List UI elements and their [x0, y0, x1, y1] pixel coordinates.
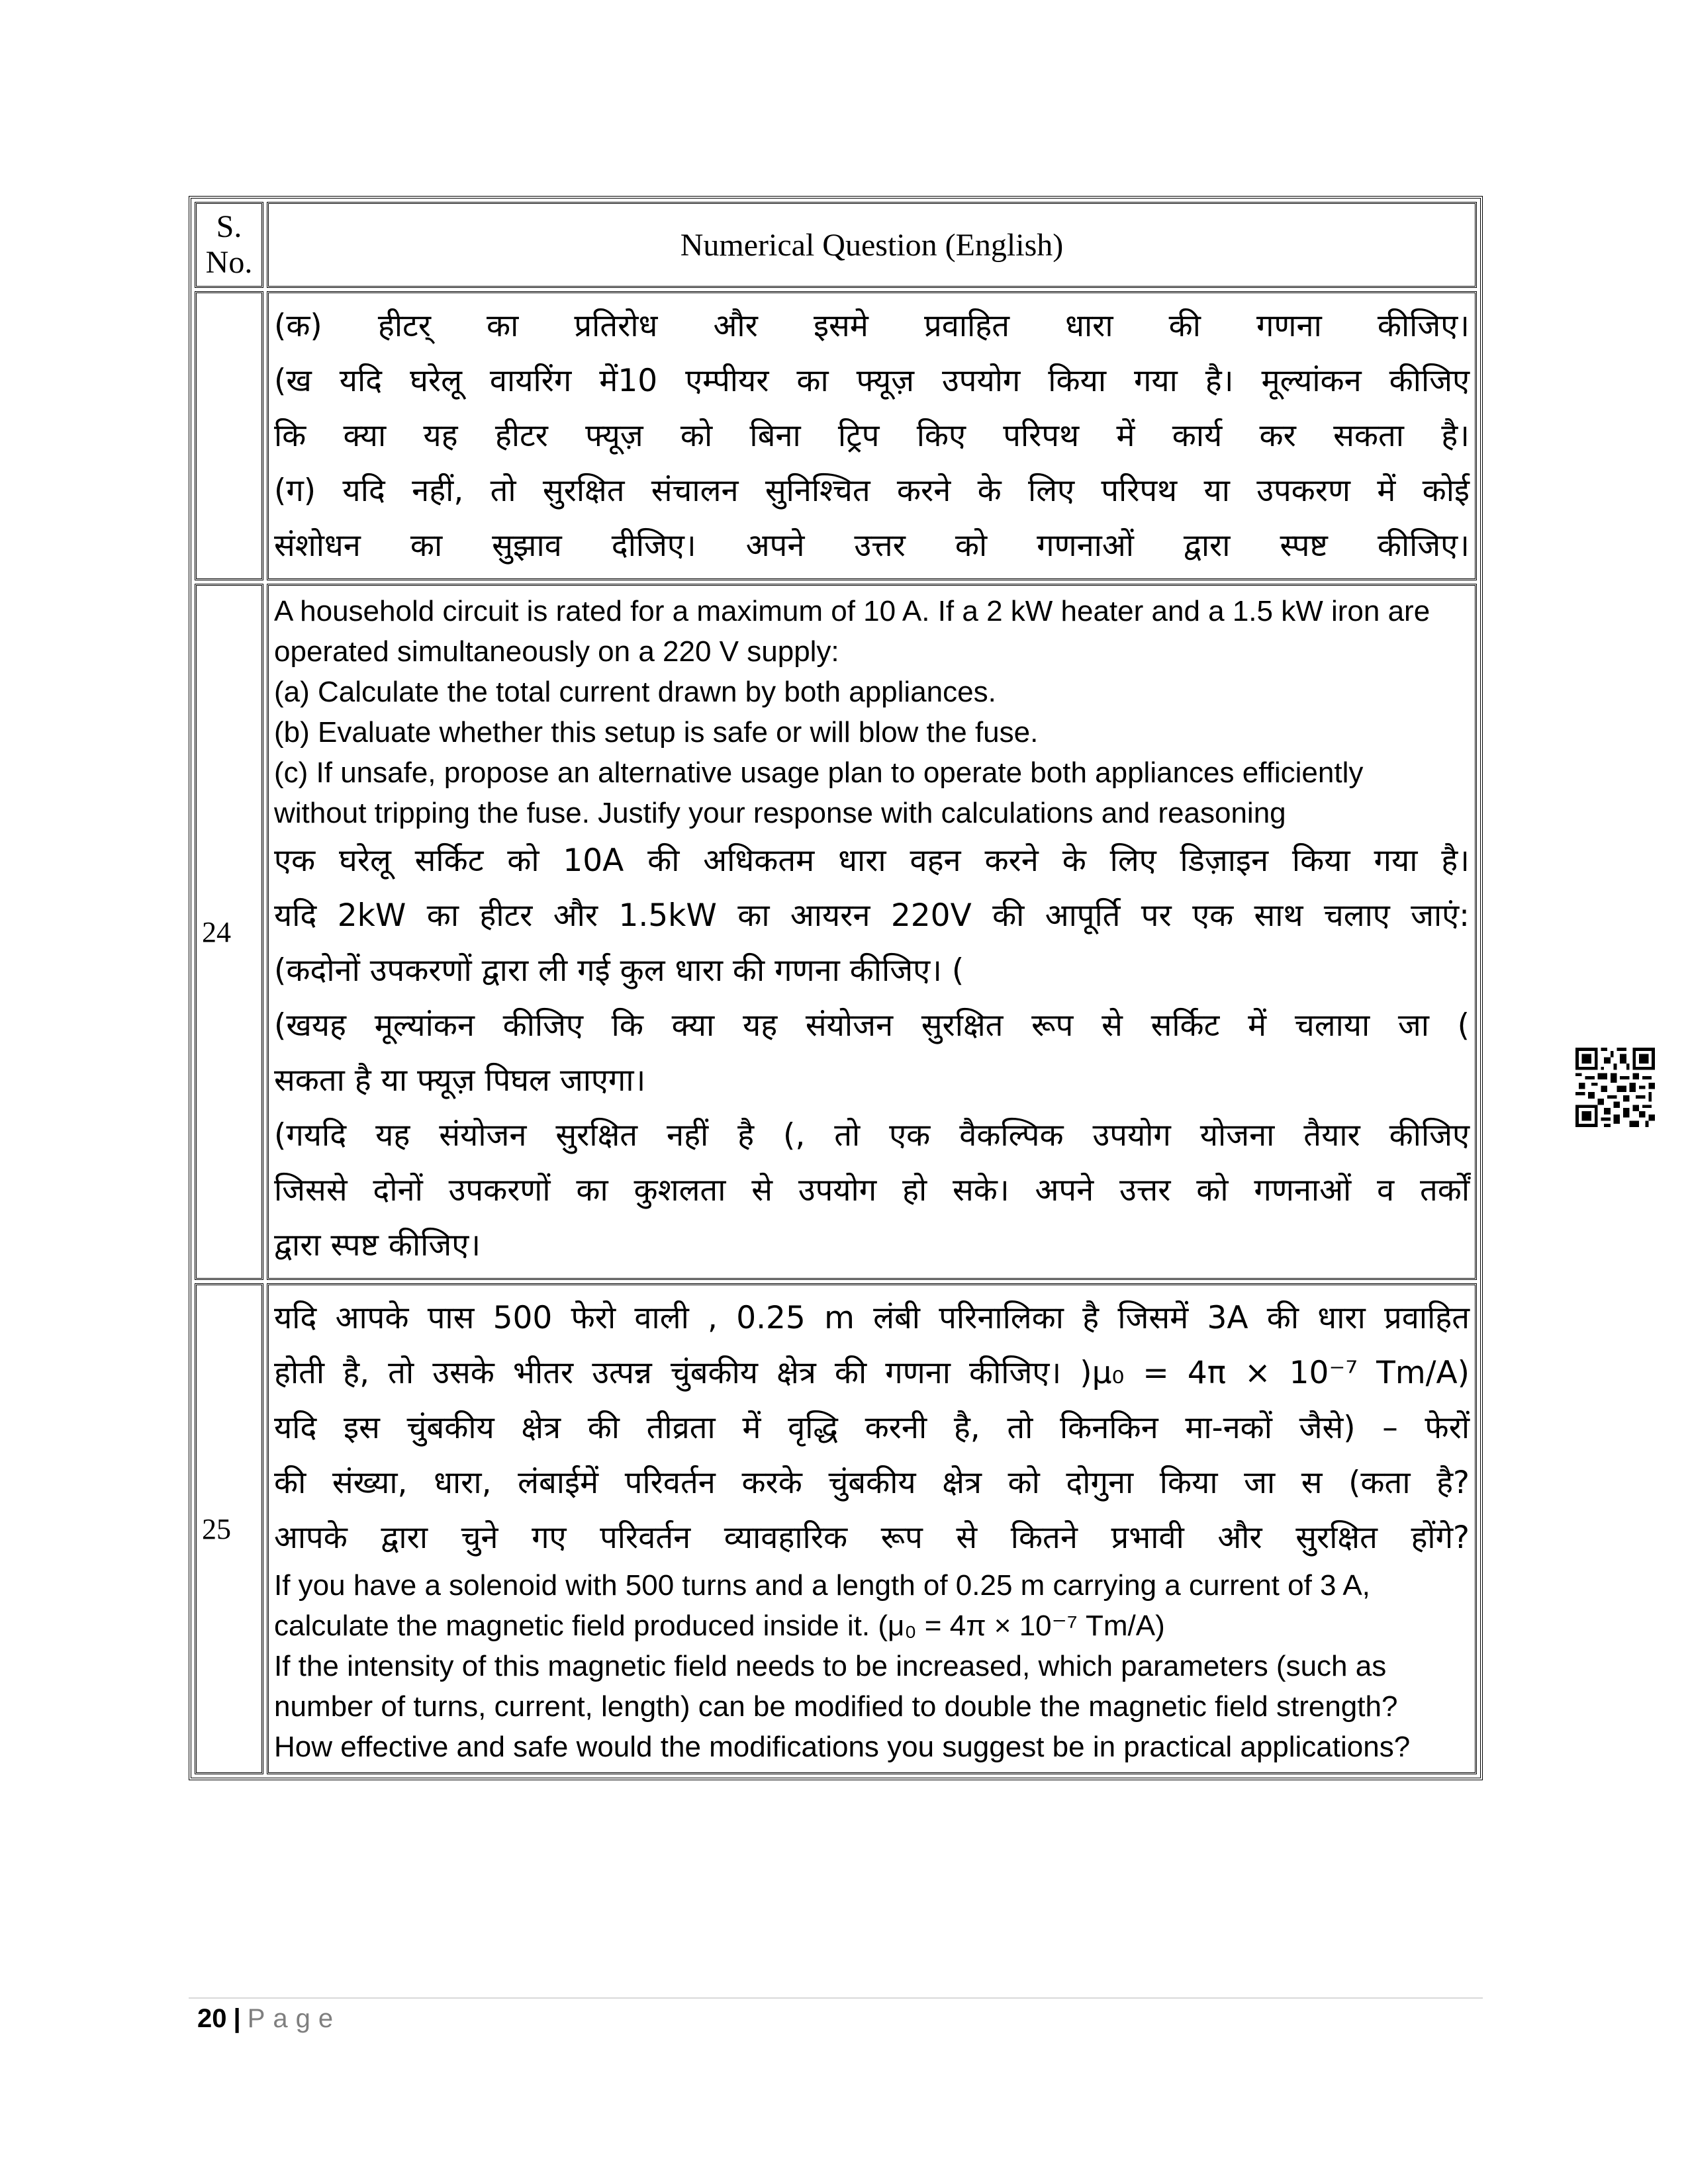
question-cell [267, 291, 1477, 580]
english-line: (b) Evaluate whether this setup is safe or will blow the fuse. [274, 716, 1039, 749]
hindi-line: एक घरेलू सर्किट को 10A की अधिकतम धारा वहन करने के लिए डिज़ाइन किया गया है। [274, 842, 1470, 879]
english-line: without tripping the fuse. Justify your response with calculations and reasoning [274, 797, 1286, 829]
qr-code-icon [1575, 1048, 1655, 1127]
header-sno: S. No. [195, 202, 263, 288]
row-sno [195, 291, 263, 580]
question-cell [267, 584, 1477, 1280]
page-number: 20 [197, 2004, 227, 2033]
hindi-line: सकता है या फ्यूज़ पिघल जाएगा। [274, 1062, 646, 1099]
hindi-line: होती है, तो उसके भीतर उत्पन्न चुंबकीय क्षेत्र की गणना कीजिए। )μ₀ = 4π × 10⁻⁷ Tm/A) [274, 1355, 1470, 1391]
hindi-line: संशोधन का सुझाव दीजिए। अपने उत्तर को गणनाओं द्वारा स्पष्ट कीजिए। [274, 527, 1470, 564]
question-cell [267, 1283, 1477, 1774]
english-line: calculate the magnetic field produced inside it. (μ₀ = 4π × 10⁻⁷ Tm/A) [274, 1610, 1165, 1642]
table-row [195, 584, 1477, 1280]
hindi-line: (कदोनों उपकरणों द्वारा ली गई कुल धारा की गणना कीजिए। ( [274, 952, 964, 989]
table-row [195, 291, 1477, 580]
header-title: Numerical Question (English) [267, 202, 1477, 288]
table-row [195, 1283, 1477, 1774]
footer-separator: | [233, 2004, 241, 2033]
row-sno: 25 [195, 1283, 263, 1774]
hindi-line: आपके द्वारा चुने गए परिवर्तन व्यावहारिक रूप से कितने प्रभावी और सुरक्षित होंगे? [274, 1520, 1470, 1556]
hindi-line: कि क्या यह हीटर फ्यूज़ को बिना ट्रिप किए परिपथ में कार्य कर सकता है। [274, 418, 1470, 454]
english-line: number of turns, current, length) can be modified to double the magnetic field strength? [274, 1690, 1398, 1723]
hindi-line: (ग) यदि नहीं, तो सुरक्षित संचालन सुनिश्चित करने के लिए परिपथ या उपकरण में कोई [274, 473, 1470, 509]
question-table [189, 196, 1483, 1780]
hindi-line: यदि आपके पास 500 फेरो वाली , 0.25 m लंबी परिनालिका है जिसमें 3A की धारा प्रवाहित [274, 1300, 1470, 1336]
page-label: Page [247, 2004, 342, 2033]
english-line: How effective and safe would the modifications you suggest be in practical applications? [274, 1731, 1411, 1763]
english-line: (a) Calculate the total current drawn by both appliances. [274, 676, 996, 708]
row-sno: 24 [195, 584, 263, 1280]
hindi-line: यदि इस चुंबकीय क्षेत्र की तीव्रता में वृद्धि करनी है, तो किनकिन मा-नकों जैसे) – फेरों [274, 1410, 1470, 1446]
hindi-line: यदि 2kW का हीटर और 1.5kW का आयरन 220V की आपूर्ति पर एक साथ चलाए जाएं: [274, 897, 1470, 934]
english-line: (c) If unsafe, propose an alternative usage plan to operate both appliances efficiently [274, 756, 1364, 789]
english-line: A household circuit is rated for a maximum of 10 A. If a 2 kW heater and a 1.5 kW iron are [274, 595, 1430, 627]
hindi-line: (क) हीटर् का प्रतिरोध और इसमे प्रवाहित धारा की गणना कीजिए। [274, 308, 1470, 344]
hindi-line: (ख यदि घरेलू वायरिंग में10 एम्पीयर का फ्यूज़ उपयोग किया गया है। मूल्यांकन कीजिए [274, 363, 1470, 399]
hindi-line: की संख्या, धारा, लंबाईमें परिवर्तन करके चुंबकीय क्षेत्र को दोगुना किया जा स (कता है? [274, 1465, 1470, 1501]
hindi-line: जिससे दोनों उपकरणों का कुशलता से उपयोग हो सके। अपने उत्तर को गणनाओं व तर्कों [274, 1172, 1470, 1208]
hindi-line: (खयह मूल्यांकन कीजिए कि क्या यह संयोजन सुरक्षित रूप से सर्किट में चलाया जा ( [274, 1007, 1470, 1044]
english-line: If the intensity of this magnetic field needs to be increased, which parameters (such as [274, 1650, 1387, 1682]
english-line: If you have a solenoid with 500 turns and a length of 0.25 m carrying a current of 3 A, [274, 1569, 1370, 1602]
page-footer [197, 2004, 341, 2034]
hindi-line: द्वारा स्पष्ट कीजिए। [274, 1227, 481, 1263]
footer-divider [189, 1997, 1483, 1999]
hindi-line: (गयदि यह संयोजन सुरक्षित नहीं है (, तो एक वैकल्पिक उपयोग योजना तैयार कीजिए [274, 1117, 1470, 1154]
english-line: operated simultaneously on a 220 V supply: [274, 635, 839, 668]
table-header-row [195, 202, 1477, 288]
